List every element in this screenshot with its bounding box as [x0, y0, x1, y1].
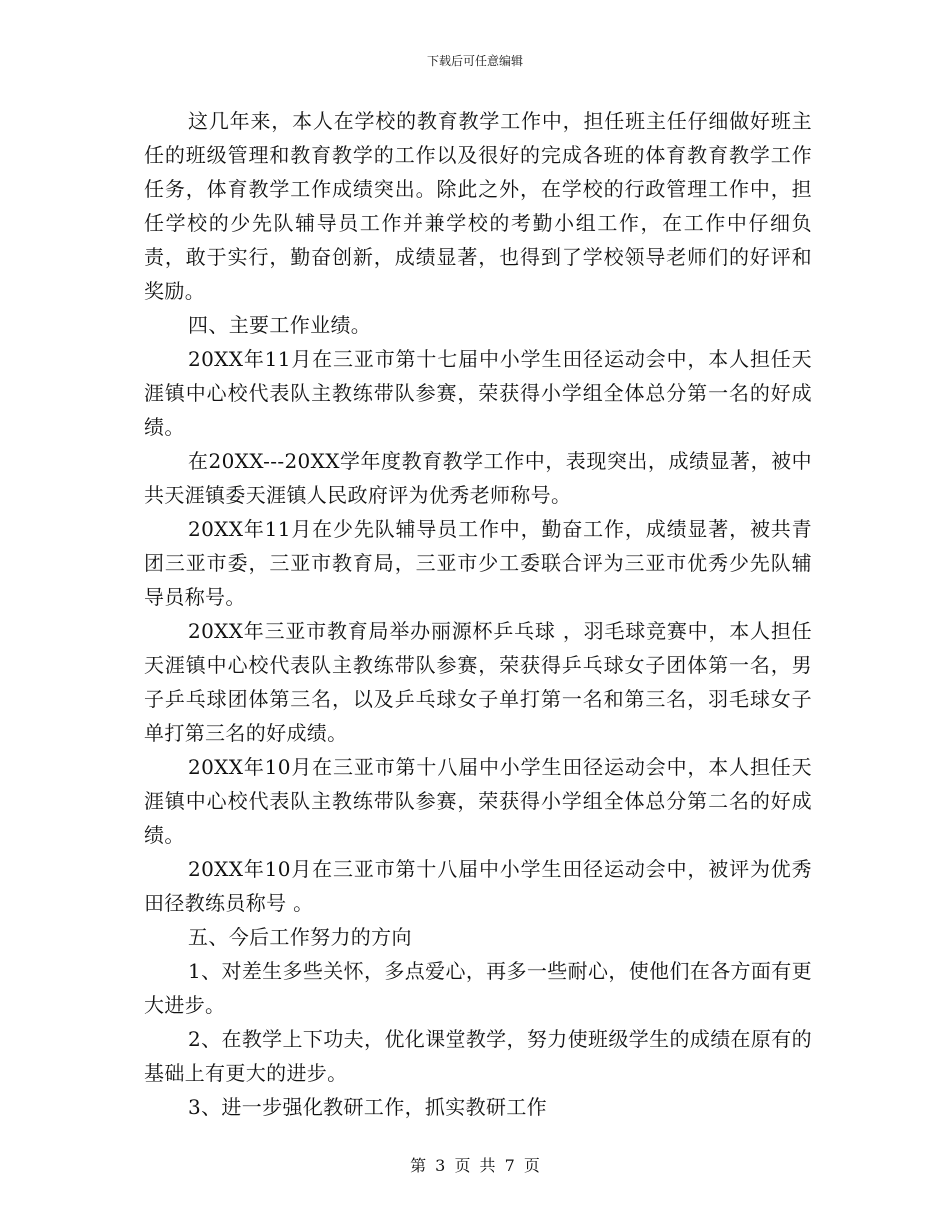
paragraph-achievement-1: 20XX年11月在三亚市第十七届中小学生田径运动会中，本人担任天涯镇中心校代表队主教练带队参赛，荣获得小学组全体总分第一名的好成绩。	[144, 347, 812, 439]
list-item-3: 3、进一步强化教研工作，抓实教研工作	[188, 1095, 548, 1119]
page-footer: 第 3 页 共 7 页	[410, 1156, 540, 1175]
section-heading-achievements: 四、主要工作业绩。	[188, 313, 372, 337]
paragraph-achievement-2: 在20XX---20XX学年度教育教学工作中，表现突出，成绩显著，被中共天涯镇委天涯镇人民政府评为优秀老师称号。	[144, 449, 812, 507]
paragraph-intro: 这几年来，本人在学校的教育教学工作中，担任班主任仔细做好班主任的班级管理和教育教学的工作以及很好的完成各班的体育教育教学工作任务，体育教学工作成绩突出。除此之外，在学校的行政管理工作中，担任学校的少先队辅导员工作并兼学校的考勤小组工作，在工作中仔细负责，敢于实行，勤奋创新，成绩显著，也得到了学校领导老师们的好评和奖励。	[144, 109, 812, 303]
section-heading-future: 五、今后工作努力的方向	[188, 925, 412, 949]
paragraph-achievement-5: 20XX年10月在三亚市第十八届中小学生田径运动会中，本人担任天涯镇中心校代表队主教练带队参赛，荣获得小学组全体总分第二名的好成绩。	[144, 755, 812, 847]
document-body	[144, 104, 812, 1124]
paragraph-achievement-4: 20XX年三亚市教育局举办丽源杯乒乓球 ，羽毛球竞赛中，本人担任天涯镇中心校代表队主教练带队参赛，荣获得乒乓球女子团体第一名，男子乒乓球团体第三名，以及乒乓球女子单打第一名和第三名，羽毛球女子单打第三名的好成绩。	[144, 619, 812, 745]
paragraph-achievement-6: 20XX年10月在三亚市第十八届中小学生田径运动会中，被评为优秀田径教练员称号 。	[144, 857, 812, 915]
list-item-2: 2、在教学上下功夫，优化课堂教学，努力使班级学生的成绩在原有的基础上有更大的进步。	[144, 1027, 812, 1085]
paragraph-achievement-3: 20XX年11月在少先队辅导员工作中，勤奋工作，成绩显著，被共青团三亚市委，三亚市教育局，三亚市少工委联合评为三亚市优秀少先队辅导员称号。	[144, 517, 812, 609]
page-header: 下载后可任意编辑	[426, 54, 523, 68]
list-item-1: 1、对差生多些关怀，多点爱心，再多一些耐心，使他们在各方面有更大进步。	[144, 959, 812, 1017]
